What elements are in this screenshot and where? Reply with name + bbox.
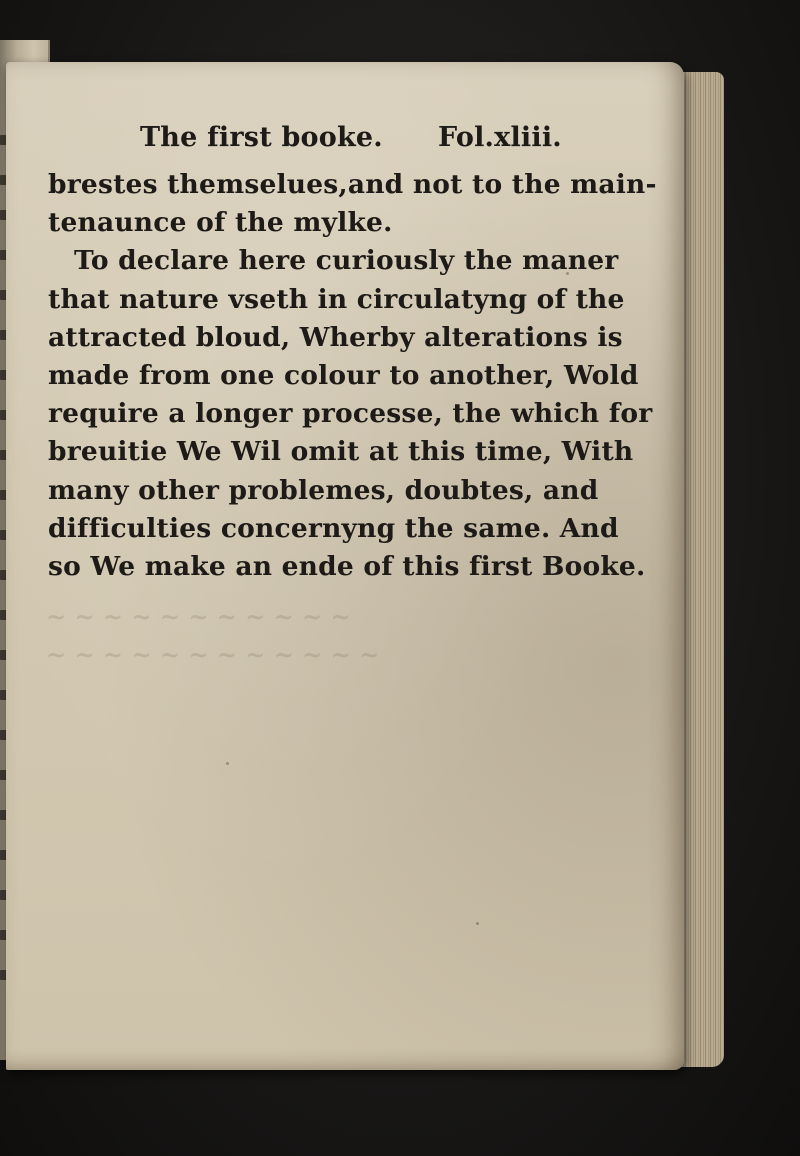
- folio-number: Fol.xliii.: [438, 122, 562, 153]
- text-line: attracted bloud, Wherby alterations is: [48, 321, 623, 353]
- book-title-header: The first booke.: [140, 122, 383, 153]
- book-page: [6, 62, 684, 1070]
- text-line: tenaunce of the mylke.: [48, 207, 393, 239]
- text-line: breuitie We Wil omit at this time, With: [48, 436, 634, 468]
- text-line: so We make an ende of this first Booke.: [48, 551, 646, 583]
- show-through-text: ~ ~ ~ ~ ~ ~ ~ ~ ~ ~ ~: [46, 602, 351, 631]
- text-line: that nature vseth in circulatyng of the: [48, 283, 625, 315]
- text-line: difficulties concernyng the same. And: [48, 512, 619, 544]
- text-line: brestes themselues,and not to the main-: [48, 169, 657, 200]
- text-line: To declare here curiously the maner: [74, 245, 619, 277]
- text-line: many other problemes, doubtes, and: [48, 474, 599, 506]
- text-line: require a longer processe, the which for: [48, 398, 653, 430]
- running-head: [48, 122, 648, 166]
- page-text: [48, 122, 657, 586]
- text-line: made from one colour to another, Wold: [48, 360, 639, 392]
- show-through-text: ~ ~ ~ ~ ~ ~ ~ ~ ~ ~ ~ ~: [46, 640, 380, 669]
